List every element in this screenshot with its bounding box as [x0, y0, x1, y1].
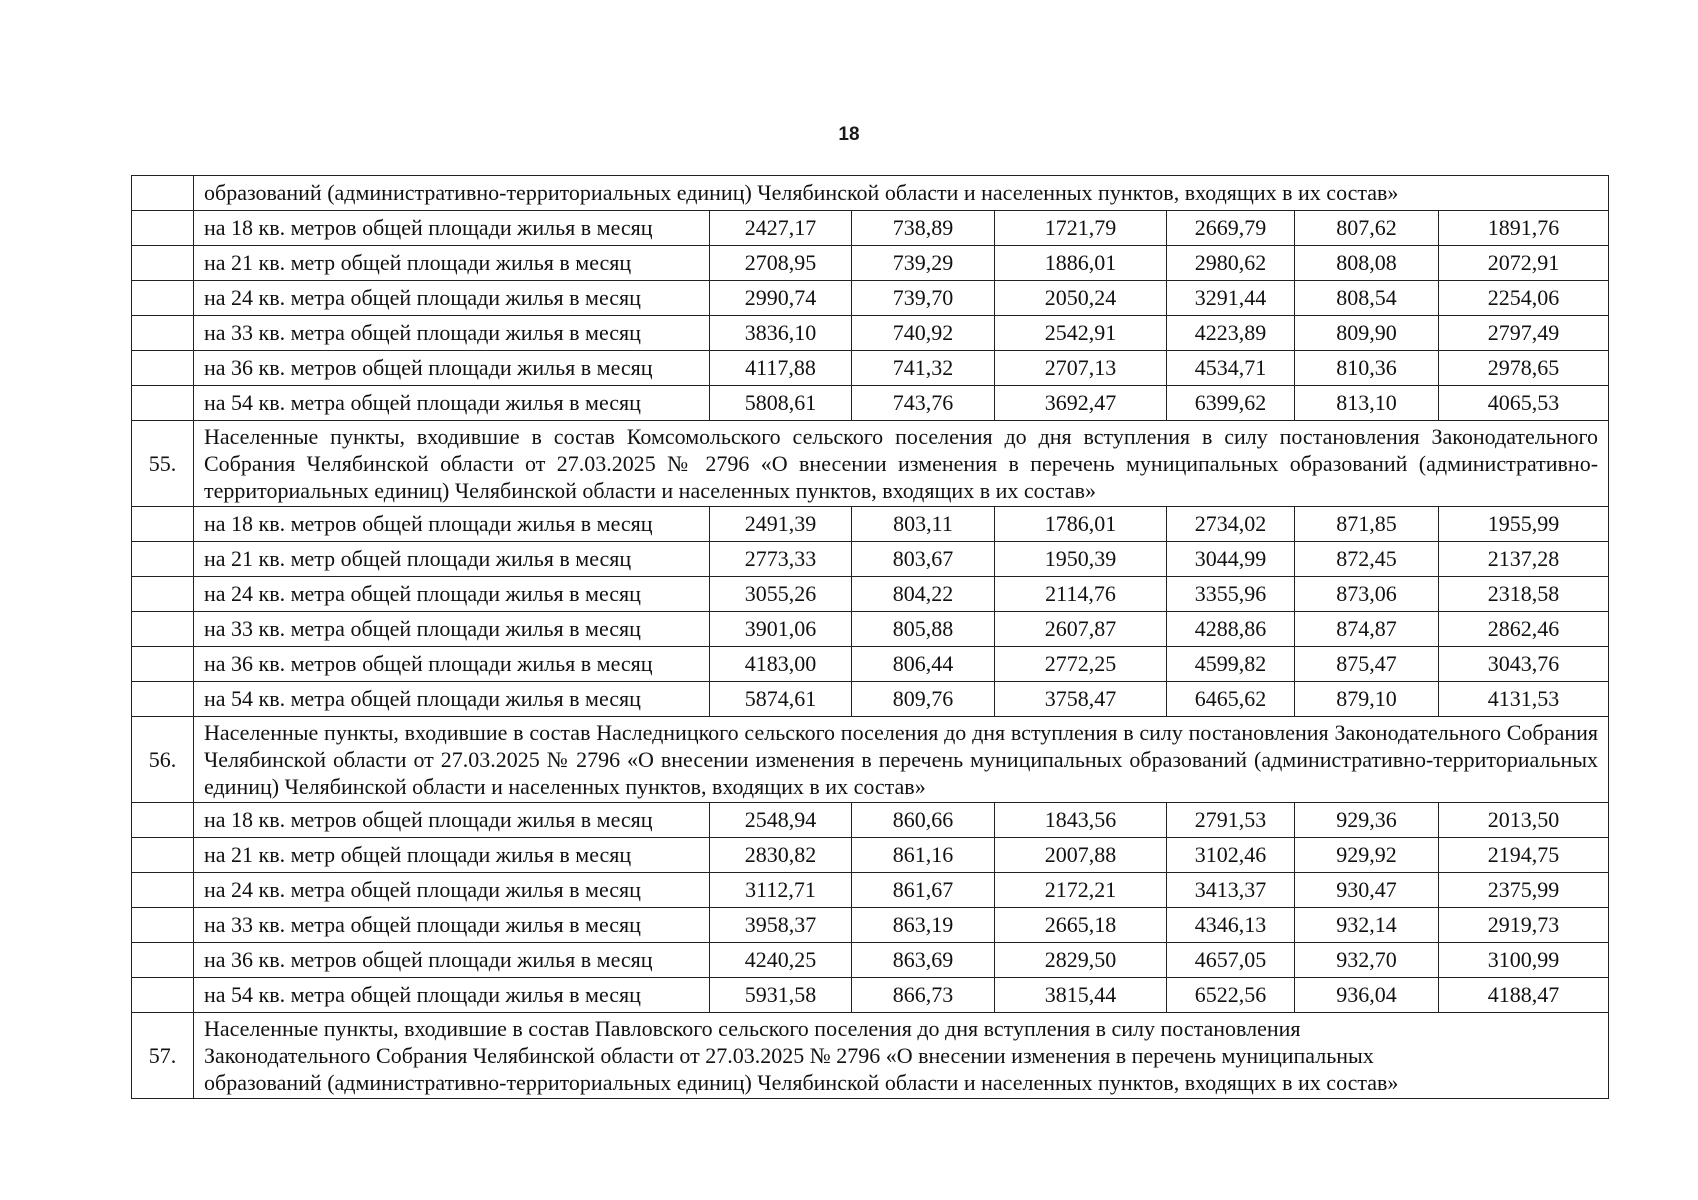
- value-cell: 2114,76: [995, 577, 1167, 612]
- value-cell: 3758,47: [995, 682, 1167, 717]
- section-heading: Населенные пункты, входившие в состав Комсомольского сельского поселения до дня вступления в силу постановления Законодательного Собрания Челябинской области от 27.03.2025 № 2796 «О внесении изменения в перечень муниципальных образований (административно-территориальных единиц) Челябинской области и населенных пунктов, входящих в их состав»: [194, 421, 1609, 507]
- value-cell: 5874,61: [710, 682, 852, 717]
- value-cell: 804,22: [852, 577, 995, 612]
- value-cell: 863,69: [852, 943, 995, 978]
- row-label: на 36 кв. метров общей площади жилья в месяц: [194, 351, 710, 386]
- value-cell: 4131,53: [1439, 682, 1609, 717]
- value-cell: 3413,37: [1167, 873, 1295, 908]
- value-cell: 2607,87: [995, 612, 1167, 647]
- row-number-cell: [132, 351, 194, 386]
- value-cell: 4117,88: [710, 351, 852, 386]
- row-number-cell: [132, 386, 194, 421]
- row-label: на 36 кв. метров общей площади жилья в месяц: [194, 647, 710, 682]
- section-heading-row: [132, 1013, 1609, 1099]
- table-row: [132, 978, 1609, 1013]
- value-cell: 4599,82: [1167, 647, 1295, 682]
- value-cell: 3102,46: [1167, 838, 1295, 873]
- value-cell: 929,92: [1295, 838, 1439, 873]
- table-row: [132, 386, 1609, 421]
- value-cell: 5931,58: [710, 978, 852, 1013]
- value-cell: 1721,79: [995, 211, 1167, 246]
- value-cell: 6522,56: [1167, 978, 1295, 1013]
- value-cell: 4065,53: [1439, 386, 1609, 421]
- value-cell: 2797,49: [1439, 316, 1609, 351]
- row-number-cell: [132, 542, 194, 577]
- value-cell: 3043,76: [1439, 647, 1609, 682]
- value-cell: 861,16: [852, 838, 995, 873]
- row-label: на 33 кв. метра общей площади жилья в месяц: [194, 612, 710, 647]
- value-cell: 1891,76: [1439, 211, 1609, 246]
- table-row: [132, 577, 1609, 612]
- value-cell: 806,44: [852, 647, 995, 682]
- value-cell: 1950,39: [995, 542, 1167, 577]
- row-label: на 21 кв. метр общей площади жилья в месяц: [194, 246, 710, 281]
- value-cell: 2427,17: [710, 211, 852, 246]
- value-cell: 3355,96: [1167, 577, 1295, 612]
- value-cell: 3815,44: [995, 978, 1167, 1013]
- value-cell: 2862,46: [1439, 612, 1609, 647]
- value-cell: 3291,44: [1167, 281, 1295, 316]
- value-cell: 3100,99: [1439, 943, 1609, 978]
- value-cell: 743,76: [852, 386, 995, 421]
- row-label: на 18 кв. метров общей площади жилья в месяц: [194, 211, 710, 246]
- value-cell: 4657,05: [1167, 943, 1295, 978]
- value-cell: 2772,25: [995, 647, 1167, 682]
- value-cell: 2665,18: [995, 908, 1167, 943]
- value-cell: 738,89: [852, 211, 995, 246]
- value-cell: 871,85: [1295, 507, 1439, 542]
- value-cell: 739,70: [852, 281, 995, 316]
- value-cell: 932,70: [1295, 943, 1439, 978]
- row-number-cell: [132, 246, 194, 281]
- value-cell: 2978,65: [1439, 351, 1609, 386]
- value-cell: 3112,71: [710, 873, 852, 908]
- continuation-heading: образований (административно-территориальных единиц) Челябинской области и населенных пунктов, входящих в их состав»: [194, 176, 1609, 211]
- value-cell: 803,67: [852, 542, 995, 577]
- value-cell: 874,87: [1295, 612, 1439, 647]
- row-label: на 24 кв. метра общей площади жилья в месяц: [194, 873, 710, 908]
- value-cell: 2491,39: [710, 507, 852, 542]
- table-body: [132, 176, 1609, 1099]
- row-label: на 24 кв. метра общей площади жилья в месяц: [194, 577, 710, 612]
- value-cell: 2734,02: [1167, 507, 1295, 542]
- row-number-cell: [132, 577, 194, 612]
- section-heading-row: [132, 421, 1609, 507]
- value-cell: 4240,25: [710, 943, 852, 978]
- value-cell: 803,11: [852, 507, 995, 542]
- value-cell: 808,08: [1295, 246, 1439, 281]
- value-cell: 2050,24: [995, 281, 1167, 316]
- row-label: на 21 кв. метр общей площади жилья в месяц: [194, 542, 710, 577]
- section-heading: Населенные пункты, входившие в состав Наследницкого сельского поселения до дня вступления в силу постановления Законодательного Собрания Челябинской области от 27.03.2025 № 2796 «О внесении изменения в перечень муниципальных образований (административно-территориальных единиц) Челябинской области и населенных пунктов, входящих в их состав»: [194, 717, 1609, 803]
- row-number-cell: [132, 682, 194, 717]
- value-cell: 2791,53: [1167, 803, 1295, 838]
- table-row: [132, 647, 1609, 682]
- table-row: [132, 682, 1609, 717]
- row-label: на 54 кв. метра общей площади жилья в месяц: [194, 978, 710, 1013]
- table-row: [132, 507, 1609, 542]
- value-cell: 1886,01: [995, 246, 1167, 281]
- value-cell: 810,36: [1295, 351, 1439, 386]
- value-cell: 875,47: [1295, 647, 1439, 682]
- row-label: на 54 кв. метра общей площади жилья в месяц: [194, 386, 710, 421]
- table-row: [132, 908, 1609, 943]
- value-cell: 807,62: [1295, 211, 1439, 246]
- value-cell: 739,29: [852, 246, 995, 281]
- value-cell: 879,10: [1295, 682, 1439, 717]
- tariff-table: [131, 175, 1609, 1099]
- value-cell: 3055,26: [710, 577, 852, 612]
- value-cell: 2137,28: [1439, 542, 1609, 577]
- row-number-cell: [132, 838, 194, 873]
- value-cell: 5808,61: [710, 386, 852, 421]
- page-number: 18: [838, 124, 860, 145]
- table-row: [132, 246, 1609, 281]
- value-cell: 936,04: [1295, 978, 1439, 1013]
- value-cell: 809,90: [1295, 316, 1439, 351]
- row-number-cell: [132, 943, 194, 978]
- section-heading-line: Законодательного Собрания Челябинской области от 27.03.2025 № 2796 «О внесении изменения в перечень муниципальных: [204, 1043, 1374, 1068]
- value-cell: 4223,89: [1167, 316, 1295, 351]
- row-label: на 36 кв. метров общей площади жилья в месяц: [194, 943, 710, 978]
- row-label: на 24 кв. метра общей площади жилья в месяц: [194, 281, 710, 316]
- value-cell: 3044,99: [1167, 542, 1295, 577]
- table-row: [132, 211, 1609, 246]
- value-cell: 4346,13: [1167, 908, 1295, 943]
- section-number: 56.: [132, 717, 194, 803]
- value-cell: 2919,73: [1439, 908, 1609, 943]
- table-row: [132, 612, 1609, 647]
- value-cell: 809,76: [852, 682, 995, 717]
- value-cell: 2172,21: [995, 873, 1167, 908]
- value-cell: 3901,06: [710, 612, 852, 647]
- value-cell: 932,14: [1295, 908, 1439, 943]
- value-cell: 2254,06: [1439, 281, 1609, 316]
- row-number-cell: [132, 647, 194, 682]
- section-heading: [194, 1013, 1609, 1099]
- value-cell: 3958,37: [710, 908, 852, 943]
- value-cell: 2980,62: [1167, 246, 1295, 281]
- value-cell: 805,88: [852, 612, 995, 647]
- value-cell: 2669,79: [1167, 211, 1295, 246]
- section-heading-row: [132, 717, 1609, 803]
- value-cell: 2707,13: [995, 351, 1167, 386]
- value-cell: 740,92: [852, 316, 995, 351]
- section-number: 55.: [132, 421, 194, 507]
- value-cell: 872,45: [1295, 542, 1439, 577]
- row-label: на 33 кв. метра общей площади жилья в месяц: [194, 908, 710, 943]
- value-cell: 4288,86: [1167, 612, 1295, 647]
- value-cell: 2013,50: [1439, 803, 1609, 838]
- value-cell: 2990,74: [710, 281, 852, 316]
- row-label: на 54 кв. метра общей площади жилья в месяц: [194, 682, 710, 717]
- value-cell: 2072,91: [1439, 246, 1609, 281]
- table-row: [132, 542, 1609, 577]
- value-cell: 930,47: [1295, 873, 1439, 908]
- value-cell: 2542,91: [995, 316, 1167, 351]
- continuation-row: [132, 176, 1609, 211]
- value-cell: 860,66: [852, 803, 995, 838]
- table-row: [132, 351, 1609, 386]
- value-cell: 873,06: [1295, 577, 1439, 612]
- row-number-cell: [132, 803, 194, 838]
- table-row: [132, 281, 1609, 316]
- value-cell: 741,32: [852, 351, 995, 386]
- value-cell: 2007,88: [995, 838, 1167, 873]
- value-cell: 6399,62: [1167, 386, 1295, 421]
- value-cell: 866,73: [852, 978, 995, 1013]
- value-cell: 1786,01: [995, 507, 1167, 542]
- row-number-cell: [132, 176, 194, 211]
- value-cell: 813,10: [1295, 386, 1439, 421]
- row-number-cell: [132, 873, 194, 908]
- row-label: на 18 кв. метров общей площади жилья в месяц: [194, 803, 710, 838]
- value-cell: 4534,71: [1167, 351, 1295, 386]
- value-cell: 2708,95: [710, 246, 852, 281]
- value-cell: 4188,47: [1439, 978, 1609, 1013]
- table-row: [132, 873, 1609, 908]
- row-label: на 18 кв. метров общей площади жилья в месяц: [194, 507, 710, 542]
- value-cell: 2773,33: [710, 542, 852, 577]
- value-cell: 2829,50: [995, 943, 1167, 978]
- row-label: на 33 кв. метра общей площади жилья в месяц: [194, 316, 710, 351]
- value-cell: 929,36: [1295, 803, 1439, 838]
- value-cell: 2375,99: [1439, 873, 1609, 908]
- row-number-cell: [132, 211, 194, 246]
- row-number-cell: [132, 316, 194, 351]
- value-cell: 6465,62: [1167, 682, 1295, 717]
- value-cell: 2830,82: [710, 838, 852, 873]
- section-number: 57.: [132, 1013, 194, 1099]
- table-row: [132, 943, 1609, 978]
- value-cell: 1843,56: [995, 803, 1167, 838]
- value-cell: 1955,99: [1439, 507, 1609, 542]
- section-heading-line: образований (административно-территориальных единиц) Челябинской области и населенных пунктов, входящих в их состав»: [204, 1070, 1399, 1095]
- value-cell: 2318,58: [1439, 577, 1609, 612]
- table-row: [132, 838, 1609, 873]
- value-cell: 2548,94: [710, 803, 852, 838]
- row-label: на 21 кв. метр общей площади жилья в месяц: [194, 838, 710, 873]
- row-number-cell: [132, 908, 194, 943]
- value-cell: 863,19: [852, 908, 995, 943]
- value-cell: 861,67: [852, 873, 995, 908]
- row-number-cell: [132, 612, 194, 647]
- value-cell: 2194,75: [1439, 838, 1609, 873]
- row-number-cell: [132, 281, 194, 316]
- section-heading-line: Населенные пункты, входившие в состав Павловского сельского поселения до дня вступления в силу постановления: [204, 1016, 1301, 1041]
- table-row: [132, 316, 1609, 351]
- value-cell: 4183,00: [710, 647, 852, 682]
- table-row: [132, 803, 1609, 838]
- value-cell: 3836,10: [710, 316, 852, 351]
- row-number-cell: [132, 978, 194, 1013]
- value-cell: 808,54: [1295, 281, 1439, 316]
- value-cell: 3692,47: [995, 386, 1167, 421]
- row-number-cell: [132, 507, 194, 542]
